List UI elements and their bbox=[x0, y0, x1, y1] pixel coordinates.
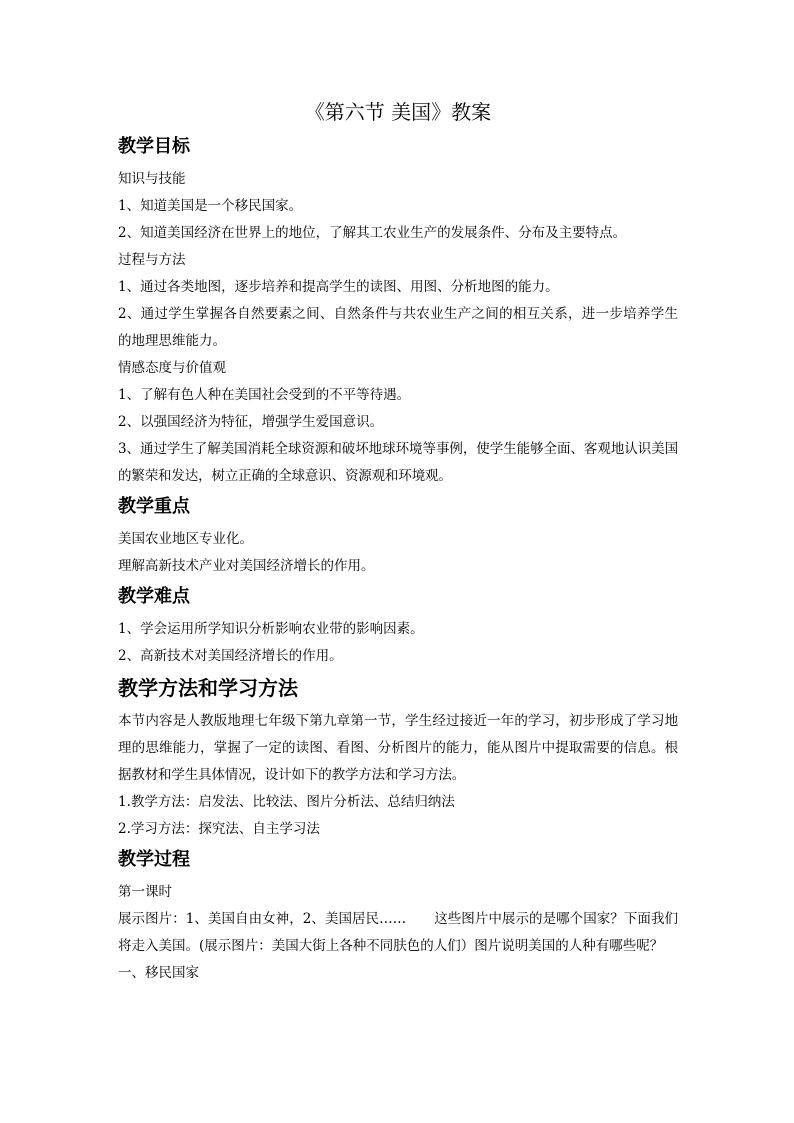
list-item: 1、学会运用所学知识分析影响农业带的影响因素。 bbox=[118, 621, 424, 637]
list-item: 3、通过学生了解美国消耗全球资源和破坏地球环境等事例，使学生能够全面、客观地认识美国的繁荣和发达，树立正确的全球意识、资源观和环境观。 bbox=[118, 441, 678, 484]
process-show-pictures: 展示图片：1、美国自由女神，2、美国居民…… bbox=[118, 911, 407, 927]
list-item: 1、了解有色人种在美国社会受到的不平等待遇。 bbox=[118, 387, 411, 403]
learning-methods: 2.学习方法：探究法、自主学习法 bbox=[118, 821, 320, 837]
section-heading-difficulties: 教学难点 bbox=[118, 586, 190, 607]
lesson-label: 第一课时 bbox=[118, 884, 172, 900]
list-item: 2、以强国经济为特征，增强学生爱国意识。 bbox=[118, 414, 384, 430]
subheading-attitude: 情感态度与价值观 bbox=[118, 360, 226, 376]
document-page bbox=[118, 96, 678, 987]
section-heading-objectives: 教学目标 bbox=[118, 136, 190, 157]
list-item: 美国农业地区专业化。 bbox=[118, 531, 253, 547]
list-item: 2、高新技术对美国经济增长的作用。 bbox=[118, 648, 343, 664]
document-title: 《第六节 美国》教案 bbox=[304, 100, 492, 124]
methods-intro: 本节内容是人教版地理七年级下第九章第一节，学生经过接近一年的学习，初步形成了学习地理的思维能力，掌握了一定的读图、看图、分析图片的能力，能从图片中提取需要的信息。根据教材和学生具体情况，设计如下的教学方法和学习方法。 bbox=[118, 713, 678, 783]
list-item: 2、知道美国经济在世界上的地位，了解其工农业生产的发展条件、分布及主要特点。 bbox=[118, 225, 627, 241]
list-item: 2、通过学生掌握各自然要素之间、自然条件与共农业生产之间的相互关系，进一步培养学生的地理思维能力。 bbox=[118, 306, 678, 349]
teaching-methods: 1.教学方法：启发法、比较法、图片分析法、总结归纳法 bbox=[118, 794, 455, 810]
list-item: 1、通过各类地图，逐步培养和提高学生的读图、用图、分析地图的能力。 bbox=[118, 279, 559, 295]
list-item: 理解高新技术产业对美国经济增长的作用。 bbox=[118, 558, 375, 574]
list-item: 1、知道美国是一个移民国家。 bbox=[118, 198, 303, 214]
subheading-knowledge: 知识与技能 bbox=[118, 171, 186, 187]
section-heading-process: 教学过程 bbox=[118, 849, 190, 870]
section-heading-key-points: 教学重点 bbox=[118, 496, 190, 517]
subheading-immigrant-country: 一、移民国家 bbox=[118, 965, 199, 981]
section-heading-methods: 教学方法和学习方法 bbox=[118, 676, 298, 700]
process-paragraph bbox=[118, 906, 678, 960]
process-question: 这些图片中展示的是哪个国家？下面我们将走入美国。(展示图片：美国大街上各种不同肤色的人们）图片说明美国的人种有哪些呢？ bbox=[118, 911, 678, 954]
subheading-process: 过程与方法 bbox=[118, 252, 186, 268]
